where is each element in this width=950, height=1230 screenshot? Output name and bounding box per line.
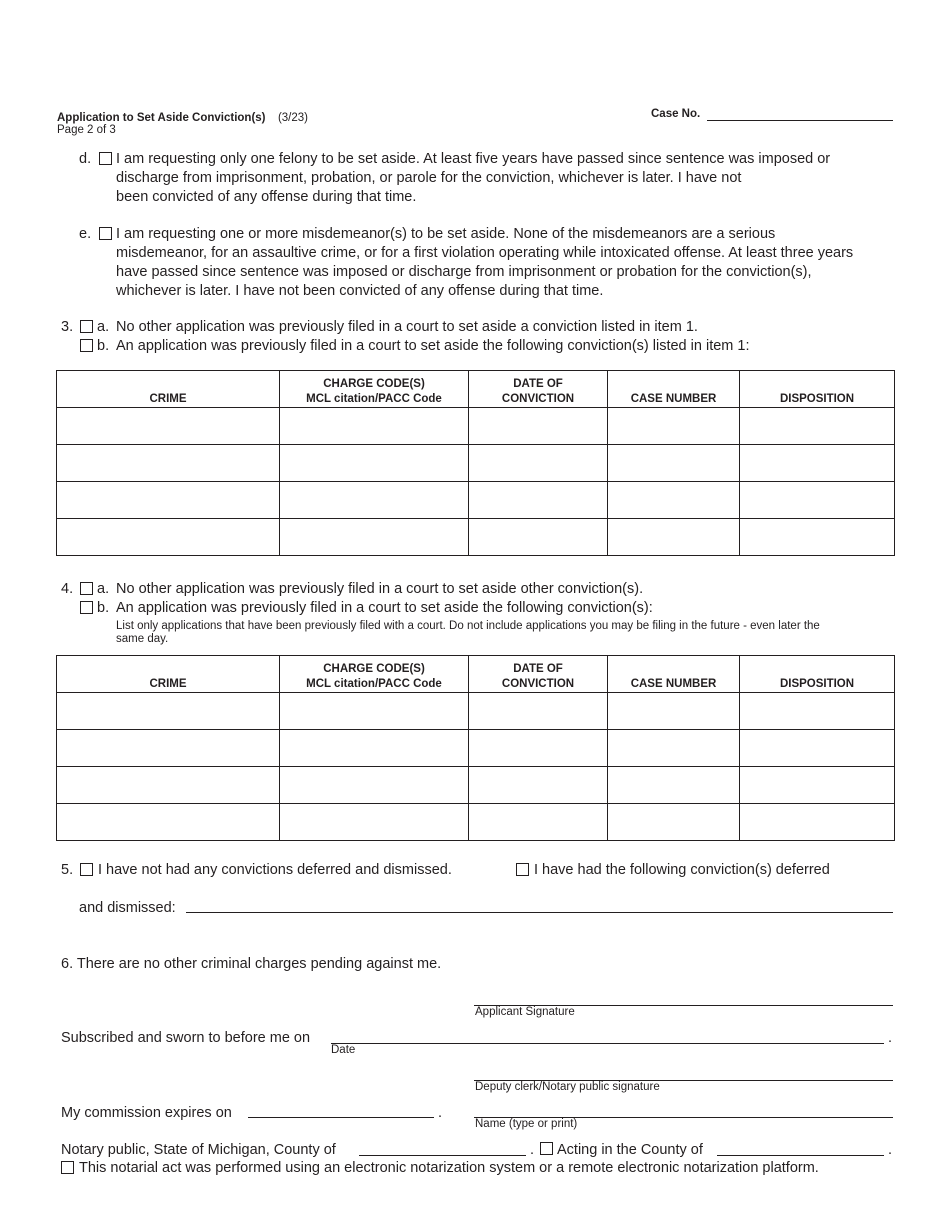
item-5b-continued: and dismissed: xyxy=(79,900,176,916)
acting-county-label: Acting in the County of xyxy=(557,1142,703,1158)
item-2e-line2: misdemeanor, for an assaultive crime, or for a first violation operating while intoxicated offense. At least three years xyxy=(116,245,854,261)
notary-name-label: Name (type or print) xyxy=(475,1118,578,1130)
charge-code-cell[interactable] xyxy=(280,408,469,445)
acting-county-period: . xyxy=(888,1142,893,1158)
date-of-conviction-header xyxy=(469,656,608,693)
table-row xyxy=(57,693,895,730)
case-number-header: CASE NUMBER xyxy=(608,656,740,693)
table-row xyxy=(57,445,895,482)
item-2d-letter: d. xyxy=(79,151,92,167)
date-cell[interactable] xyxy=(469,482,608,519)
item-6-text: 6. There are no other criminal charges pending against me. xyxy=(61,956,442,972)
case-number-cell[interactable] xyxy=(608,767,740,804)
item-2d-line3: been convicted of any offense during that time. xyxy=(116,189,417,205)
subscribed-sworn-label: Subscribed and sworn to before me on xyxy=(61,1030,311,1046)
notary-county-label: Notary public, State of Michigan, County of xyxy=(61,1142,336,1158)
item-5a-checkbox[interactable] xyxy=(80,863,93,876)
date-header-line2: CONVICTION xyxy=(501,393,575,405)
sworn-date-field[interactable] xyxy=(331,1043,884,1044)
case-number-cell[interactable] xyxy=(608,693,740,730)
prior-applications-table-item1 xyxy=(56,370,895,556)
table-row xyxy=(57,519,895,556)
date-cell[interactable] xyxy=(469,408,608,445)
disposition-cell[interactable] xyxy=(740,445,895,482)
disposition-header: DISPOSITION xyxy=(740,371,895,408)
commission-expires-period: . xyxy=(438,1105,443,1121)
charge-code-cell[interactable] xyxy=(280,730,469,767)
item-5a-text: I have not had any convictions deferred and dismissed. xyxy=(98,862,452,878)
disposition-cell[interactable] xyxy=(740,804,895,841)
date-of-conviction-header xyxy=(469,371,608,408)
charge-code-header-line2: MCL citation/PACC Code xyxy=(306,393,442,405)
item-4b-text: An application was previously filed in a court to set aside the following conviction(s): xyxy=(116,600,653,616)
disposition-cell[interactable] xyxy=(740,693,895,730)
crime-cell[interactable] xyxy=(57,519,280,556)
charge-code-header-line2: MCL citation/PACC Code xyxy=(306,678,442,690)
acting-county-field[interactable] xyxy=(717,1155,884,1156)
charge-code-cell[interactable] xyxy=(280,482,469,519)
crime-cell[interactable] xyxy=(57,693,280,730)
date-cell[interactable] xyxy=(469,767,608,804)
case-number-cell[interactable] xyxy=(608,804,740,841)
item-4a-checkbox[interactable] xyxy=(80,582,93,595)
commission-expires-field[interactable] xyxy=(248,1117,434,1118)
charge-code-header-line1: CHARGE CODE(S) xyxy=(323,663,425,675)
crime-cell[interactable] xyxy=(57,804,280,841)
case-number-field[interactable] xyxy=(707,120,893,121)
form-title: Application to Set Aside Conviction(s) xyxy=(57,112,266,124)
case-number-cell[interactable] xyxy=(608,445,740,482)
charge-code-cell[interactable] xyxy=(280,445,469,482)
table-row xyxy=(57,767,895,804)
deputy-signature-label: Deputy clerk/Notary public signature xyxy=(475,1081,660,1093)
item-2e-line4: whichever is later. I have not been convicted of any offense during that time. xyxy=(116,283,604,299)
date-cell[interactable] xyxy=(469,693,608,730)
item-3a-letter: a. xyxy=(97,319,110,335)
date-cell[interactable] xyxy=(469,445,608,482)
sworn-date-period: . xyxy=(888,1030,893,1046)
crime-cell[interactable] xyxy=(57,730,280,767)
crime-cell[interactable] xyxy=(57,482,280,519)
date-cell[interactable] xyxy=(469,519,608,556)
item-3b-letter: b. xyxy=(97,338,110,354)
table-row xyxy=(57,408,895,445)
item-5b-checkbox[interactable] xyxy=(516,863,529,876)
date-header-line1: DATE OF xyxy=(513,663,563,675)
disposition-cell[interactable] xyxy=(740,482,895,519)
date-cell[interactable] xyxy=(469,804,608,841)
crime-header: CRIME xyxy=(57,371,280,408)
item-3-number: 3. xyxy=(61,319,74,335)
item-4b-letter: b. xyxy=(97,600,110,616)
item-2e-letter: e. xyxy=(79,226,92,242)
case-number-header: CASE NUMBER xyxy=(608,371,740,408)
notary-county-field[interactable] xyxy=(359,1155,526,1156)
electronic-notarization-text: This notarial act was performed using an electronic notarization system or a remote electronic notarization platform. xyxy=(79,1160,819,1176)
item-4a-text: No other application was previously filed in a court to set aside other conviction(s). xyxy=(116,581,644,597)
case-number-cell[interactable] xyxy=(608,519,740,556)
item-2e-line3: have passed since sentence was imposed or discharge from imprisonment or probation for the conviction(s), xyxy=(116,264,812,280)
item-2e-line1: I am requesting one or more misdemeanor(s) to be set aside. None of the misdemeanors are a serious xyxy=(116,226,776,242)
charge-code-header xyxy=(280,656,469,693)
case-number-cell[interactable] xyxy=(608,482,740,519)
item-4a-letter: a. xyxy=(97,581,110,597)
notary-county-period: . xyxy=(530,1142,535,1158)
form-revision: (3/23) xyxy=(277,112,308,124)
item-2e-checkbox[interactable] xyxy=(99,227,112,240)
disposition-cell[interactable] xyxy=(740,408,895,445)
item-2d-line2: discharge from imprisonment, probation, or parole for the conviction, whichever is later. I have not xyxy=(116,170,742,186)
sworn-date-label: Date xyxy=(331,1044,356,1056)
page-number: Page 2 of 3 xyxy=(57,124,116,136)
acting-county-checkbox[interactable] xyxy=(540,1142,553,1155)
item-3a-checkbox[interactable] xyxy=(80,320,93,333)
crime-cell[interactable] xyxy=(57,445,280,482)
item-3b-checkbox[interactable] xyxy=(80,339,93,352)
disposition-header: DISPOSITION xyxy=(740,656,895,693)
item-3b-text: An application was previously filed in a court to set aside the following conviction(s) listed in item 1: xyxy=(116,338,750,354)
date-header-line1: DATE OF xyxy=(513,378,563,390)
crime-header: CRIME xyxy=(57,656,280,693)
item-4-note-line1: List only applications that have been previously filed with a court. Do not include applications you may be filing in the future - even later the xyxy=(116,620,820,632)
table-row xyxy=(57,804,895,841)
disposition-cell[interactable] xyxy=(740,730,895,767)
date-header-line2: CONVICTION xyxy=(501,678,575,690)
crime-cell[interactable] xyxy=(57,408,280,445)
electronic-notarization-checkbox[interactable] xyxy=(61,1161,74,1174)
charge-code-cell[interactable] xyxy=(280,804,469,841)
charge-code-cell[interactable] xyxy=(280,519,469,556)
case-number-cell[interactable] xyxy=(608,730,740,767)
table-header-row xyxy=(57,371,895,408)
commission-expires-label: My commission expires on xyxy=(61,1105,232,1121)
charge-code-cell[interactable] xyxy=(280,767,469,804)
table-header-row xyxy=(57,656,895,693)
item-5-number: 5. xyxy=(61,862,74,878)
item-2d-line1: I am requesting only one felony to be set aside. At least five years have passed since sentence was imposed or xyxy=(116,151,831,167)
case-number-cell[interactable] xyxy=(608,408,740,445)
item-2d-checkbox[interactable] xyxy=(99,152,112,165)
item-3a-text: No other application was previously filed in a court to set aside a conviction listed in item 1. xyxy=(116,319,698,335)
prior-applications-table-other xyxy=(56,655,895,841)
crime-cell[interactable] xyxy=(57,767,280,804)
case-number-label: Case No. xyxy=(651,108,701,120)
applicant-signature-label: Applicant Signature xyxy=(475,1006,575,1018)
table-row xyxy=(57,730,895,767)
table-row xyxy=(57,482,895,519)
disposition-cell[interactable] xyxy=(740,767,895,804)
charge-code-header-line1: CHARGE CODE(S) xyxy=(323,378,425,390)
item-4b-checkbox[interactable] xyxy=(80,601,93,614)
date-cell[interactable] xyxy=(469,730,608,767)
charge-code-header xyxy=(280,371,469,408)
deferred-dismissed-field[interactable] xyxy=(186,912,893,913)
charge-code-cell[interactable] xyxy=(280,693,469,730)
disposition-cell[interactable] xyxy=(740,519,895,556)
item-5b-text: I have had the following conviction(s) deferred xyxy=(534,862,830,878)
item-4-note-line2: same day. xyxy=(116,633,169,645)
item-4-number: 4. xyxy=(61,581,74,597)
